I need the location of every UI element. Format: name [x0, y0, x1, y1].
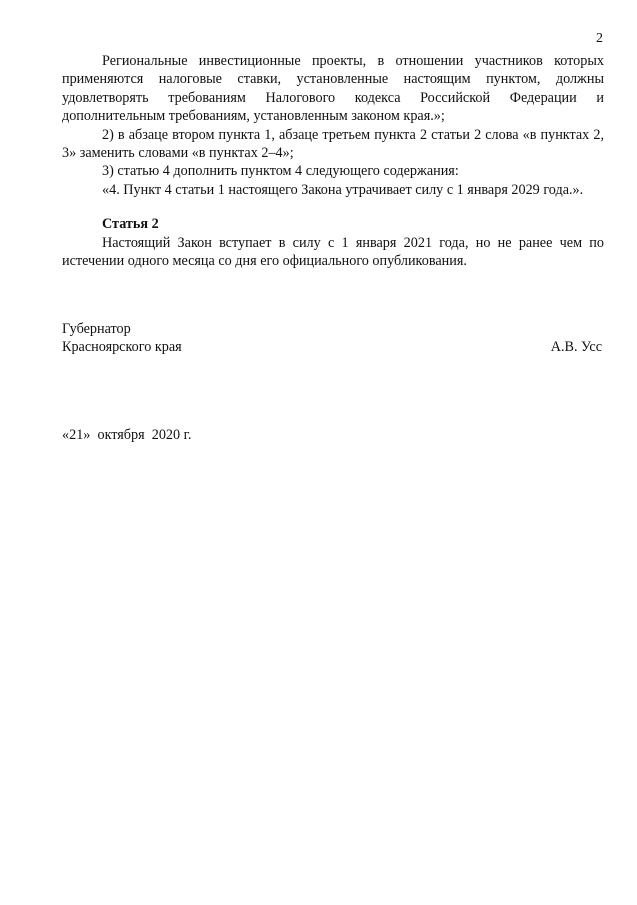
signature-name: А.В. Усс	[550, 339, 602, 356]
signature-row	[62, 338, 604, 356]
signature-block	[62, 320, 604, 357]
paragraph-regional-projects: Региональные инвестиционные проекты, в отношении участников которых применяются налоговые ставки, установленные настоящим пунктом, должны удовлетворять требованиям Налогового кодекса Российской Федерации и дополнительным требованиям, установленным законом края.»;	[62, 53, 604, 125]
paragraph-quoted-point-4: «4. Пункт 4 статьи 1 настоящего Закона утрачивает силу с 1 января 2029 года.».	[102, 181, 584, 198]
article-text: Настоящий Закон вступает в силу с 1 января 2021 года, но не ранее чем по истечении одного месяца со дня его официального опубликования.	[62, 234, 604, 270]
paragraph-amendment-3: 3) статью 4 дополнить пунктом 4 следующего содержания:	[102, 163, 459, 180]
document-date: «21» октября 2020 г.	[62, 427, 192, 443]
article-heading: Статья 2	[102, 216, 159, 233]
document-body	[62, 52, 604, 270]
page-number: 2	[596, 31, 603, 46]
signature-title-line1: Губернатор	[62, 321, 131, 337]
paragraph-amendment-2: 2) в абзаце втором пункта 1, абзаце третьем пункта 2 статьи 2 слова «в пунктах 2, 3» заменить словами «в пунктах 2–4»;	[62, 126, 604, 162]
signature-title-line2: Красноярского края	[62, 339, 182, 356]
